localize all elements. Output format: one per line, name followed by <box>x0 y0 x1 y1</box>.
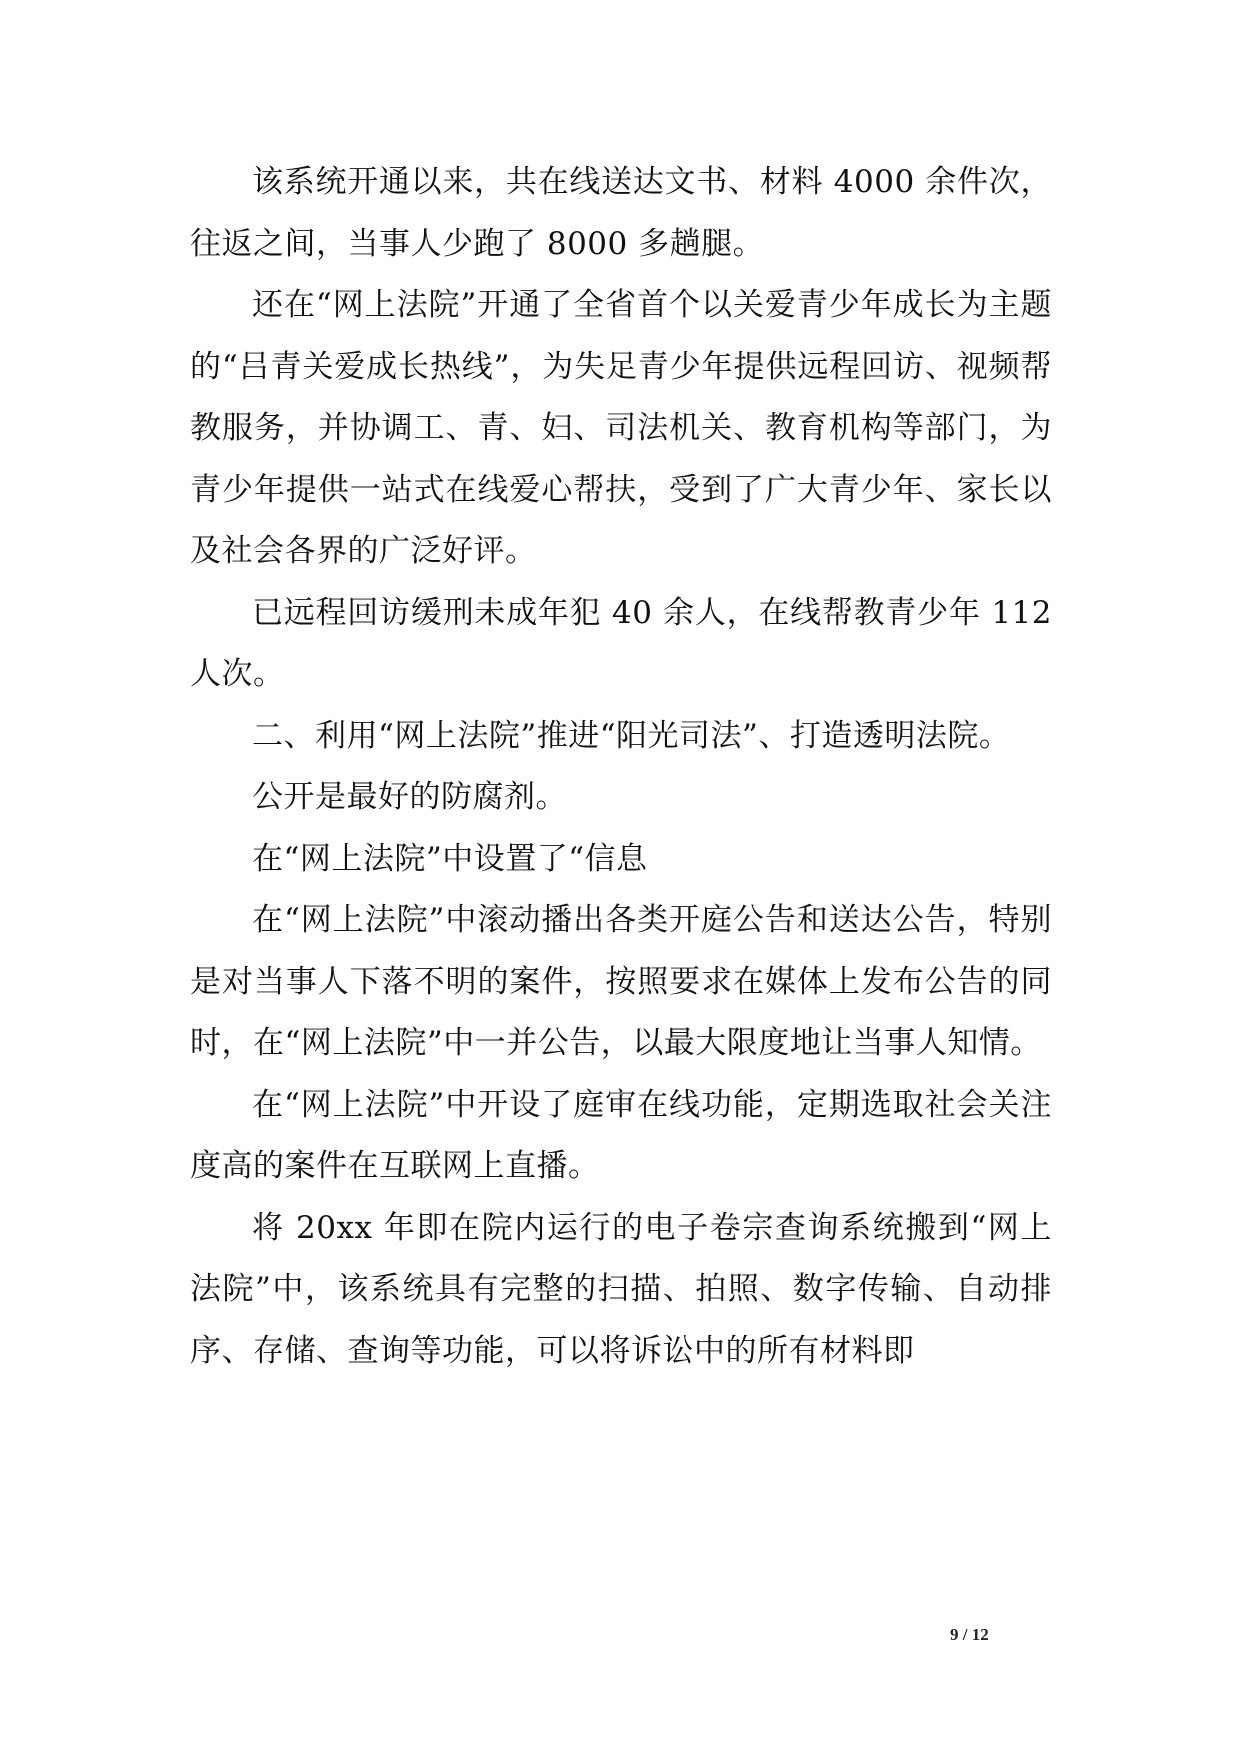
paragraph: 在“网上法院”中开设了庭审在线功能，定期选取社会关注度高的案件在互联网上直播。 <box>190 1086 1052 1184</box>
paragraph: 已远程回访缓刑未成年犯 40 余人，在线帮教青少年 112 人次。 <box>190 594 1052 692</box>
paragraph: 该系统开通以来，共在线送达文书、材料 4000 余件次，往返之间，当事人少跑了 8000 多趟腿。 <box>190 164 1052 262</box>
paragraph: 在“网上法院”中滚动播出各类开庭公告和送达公告，特别是对当事人下落不明的案件，按照要求在媒体上发布公告的同时，在“网上法院”中一并公告，以最大限度地让当事人知情。 <box>190 902 1052 1061</box>
paragraph: 将 20xx 年即在院内运行的电子卷宗查询系统搬到“网上法院”中，该系统具有完整的扫描、拍照、数字传输、自动排序、存储、查询等功能，可以将诉讼中的所有材料即 <box>190 1209 1052 1369</box>
page-number: 9 / 12 <box>950 1625 989 1644</box>
paragraph: 公开是最好的防腐剂。 <box>252 779 567 815</box>
paragraph: 还在“网上法院”开通了全省首个以关爱青少年成长为主题的“吕青关爱成长热线”，为失足青少年提供远程回访、视频帮教服务，并协调工、青、妇、司法机关、教育机构等部门，为青少年提供一站式在线爱心帮扶，受到了广大青少年、家长以及社会各界的广泛好评。 <box>190 287 1052 569</box>
document-body <box>190 152 1052 1382</box>
paragraph: 二、利用“网上法院”推进“阳光司法”、打造透明法院。 <box>252 717 1011 754</box>
paragraph: 在“网上法院”中设置了“信息 <box>252 840 648 877</box>
